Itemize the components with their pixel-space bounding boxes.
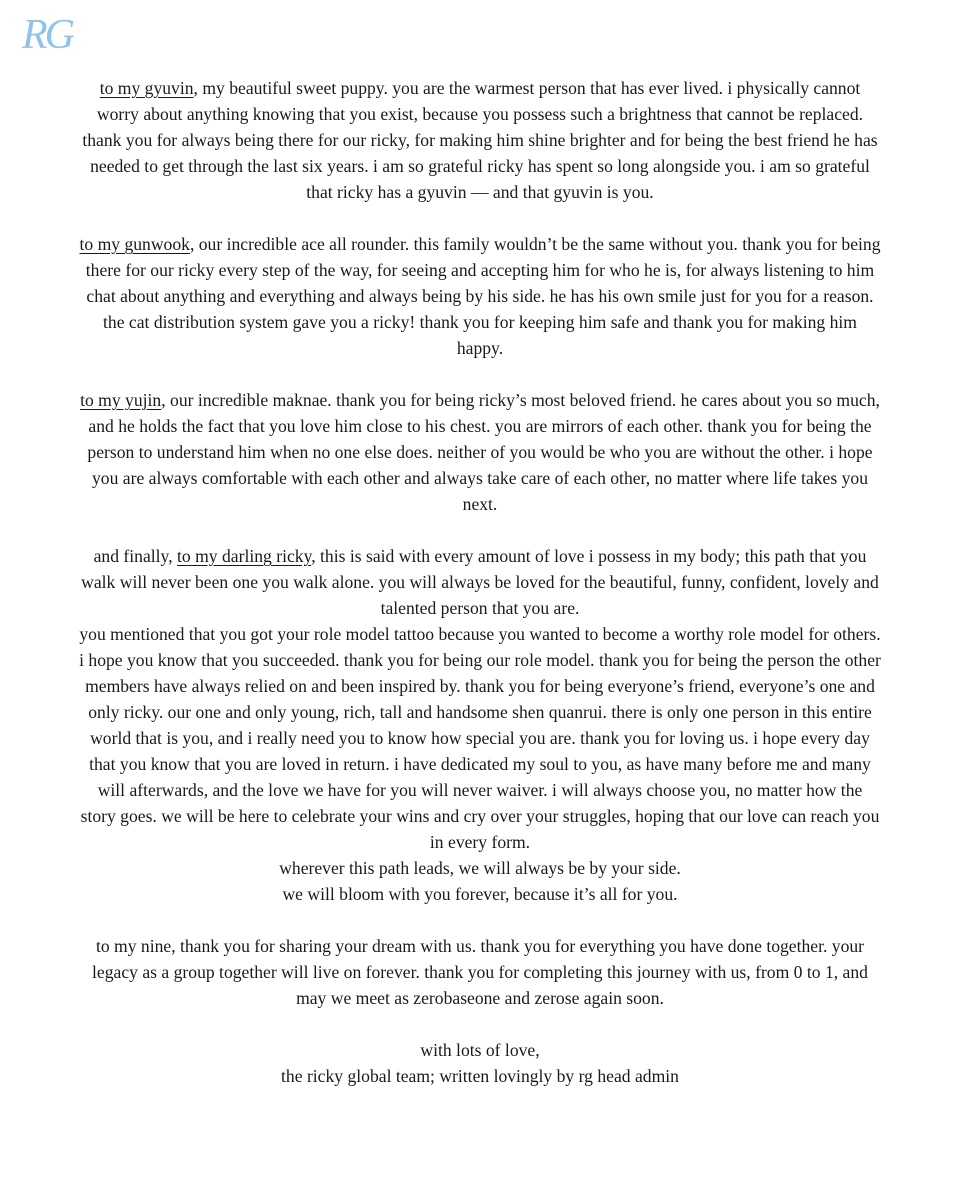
ricky-role-model: you mentioned that you got your role model tattoo because you wanted to become a worthy role model for others. i hope you know that you succeeded. thank you for being our role model. thank you for being the person the other members have always relied on and been inspired by. thank you for being everyone’s friend, everyone’s one and only ricky. our one and only young, rich, tall and handsome shen quanrui. there is only one person in this entire world that is you, and i really need you to know how special you are. thank you for loving us. i hope every day that you know that you are loved in return. i have dedicated my soul to you, as have many before me and many will afterwards, and the love we have for you will never waiver. i will always choose you, no matter how the story goes. we will be here to celebrate your wins and cry over your struggles, hoping that our love can reach you in every form. <box>79 624 881 852</box>
addressee-gunwook: to my gunwook <box>79 234 190 254</box>
ricky-closing-line-1: wherever this path leads, we will always be by your side. <box>279 858 681 878</box>
signoff-line-1: with lots of love, <box>420 1040 540 1060</box>
addressee-ricky: to my darling ricky <box>177 546 312 566</box>
paragraph-yujin-body: , our incredible maknae. thank you for being ricky’s most beloved friend. he cares about you so much, and he holds the fact that you love him close to his chest. you are mirrors of each other. thank you for being the person to understand him when no one else does. neither of you would be who you are without the other. i hope you are always comfortable with each other and always take care of each other, no matter where life takes you next. <box>87 390 880 514</box>
addressee-yujin: to my yujin <box>80 390 162 410</box>
signoff <box>78 1037 882 1089</box>
paragraph-gunwook <box>78 231 882 361</box>
rg-logo: RG <box>22 12 72 58</box>
ricky-intro <box>78 543 882 621</box>
ricky-intro-body: , this is said with every amount of love i possess in my body; this path that you walk will never been one you walk alone. you will always be loved for the beautiful, funny, confident, lovely and talented person that you are. <box>81 546 879 618</box>
paragraph-yujin <box>78 387 882 517</box>
paragraph-ricky <box>78 543 882 907</box>
addressee-gyuvin: to my gyuvin <box>99 78 194 98</box>
ricky-prefix: and finally, <box>93 546 178 566</box>
paragraph-gyuvin <box>78 75 882 205</box>
paragraph-gunwook-body: , our incredible ace all rounder. this family wouldn’t be the same without you. thank you for being there for our ricky every step of the way, for seeing and accepting him for who he is, for always listening to him chat about anything and everything and always being by his side. he has his own smile just for you for a reason. the cat distribution system gave you a ricky! thank you for keeping him safe and thank you for making him happy. <box>85 234 881 358</box>
letter <box>78 75 882 1115</box>
signoff-line-2: the ricky global team; written lovingly by rg head admin <box>281 1066 679 1086</box>
paragraph-gyuvin-body: , my beautiful sweet puppy. you are the warmest person that has ever lived. i physically cannot worry about anything knowing that you exist, because you possess such a brightness that cannot be replaced. thank you for always being there for our ricky, for making him shine brighter and for being the best friend he has needed to get through the last six years. i am so grateful ricky has spent so long alongside you. i am so grateful that ricky has a gyuvin — and that gyuvin is you. <box>82 78 878 202</box>
paragraph-nine: to my nine, thank you for sharing your dream with us. thank you for everything you have done together. your legacy as a group together will live on forever. thank you for completing this journey with us, from 0 to 1, and may we meet as zerobaseone and zerose again soon. <box>92 936 868 1008</box>
ricky-closing-line-2: we will bloom with you forever, because it’s all for you. <box>282 884 678 904</box>
